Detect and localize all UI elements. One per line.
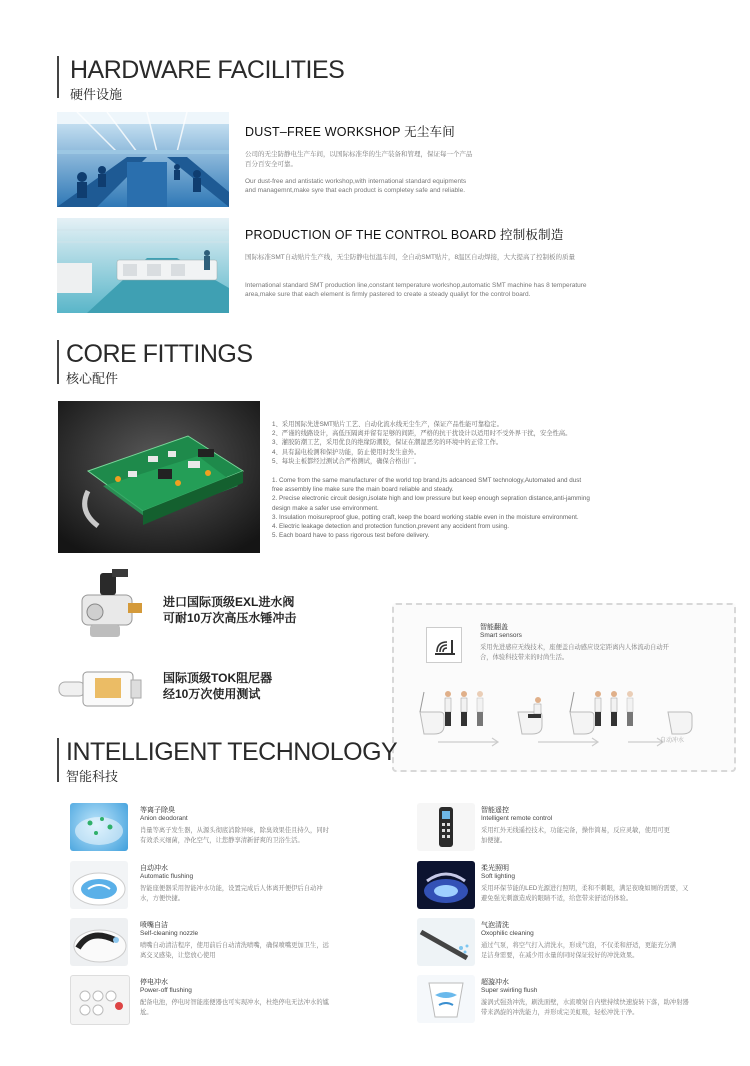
core-list-en — [272, 476, 590, 540]
oxophilic-cleaning-image — [417, 918, 475, 966]
core-en-item: design make a safer use environment. — [272, 504, 379, 512]
dust-free-desc-cn: 公司的无尘防静电生产车间，以国际标准华的生产装备和管理，保证每一个产品百分百安全可靠。 — [245, 151, 473, 168]
sensor-wave-icon — [426, 627, 462, 663]
control-board-production-photo — [57, 218, 229, 313]
core-en-item: 5. Each board have to pass rigorous test before delivery. — [272, 532, 430, 540]
control-board-desc-cn: 国际标准SMT自动贴片生产线，无尘防静电恒温车间，全自动SMT贴片，8温区自动焊接，大大提高了控制板的质量 — [245, 254, 576, 261]
circuit-board-image — [58, 401, 260, 553]
valve-text — [163, 594, 296, 626]
damper-text — [163, 670, 272, 702]
lighting-title-en: Soft lighting — [481, 873, 515, 880]
valve-line-1: 进口国际顶级EXL进水阀 — [163, 595, 295, 609]
power-off-title-cn: 停电冲水 — [140, 979, 168, 986]
self-cleaning-nozzle-image — [70, 918, 128, 966]
core-cn-item: 3、灌胶防潮工艺，采用优良的绝缘防潮胶，保证在潮湿恶劣的环境中的正常工作。 — [272, 439, 503, 447]
sensor-arrow-label: 自动冲水 — [660, 738, 685, 744]
control-board-desc-en: International standard SMT production line,constant temperature workshop,automatic SMT machine has 8 temperature area,make sure that each element is firmly pastered to create a steady qualiyt for the control board. — [245, 282, 587, 298]
dust-free-workshop-photo — [57, 112, 229, 207]
swirl-title-en: Super swirling flush — [481, 987, 538, 994]
nozzle-title-cn: 喷嘴自洁 — [140, 922, 168, 929]
power-off-flushing-image — [70, 975, 130, 1025]
core-cn-item: 2、严谨的线路设计，高低压隔离并留有足够的间距，严格的抗干扰设计以适用时不受外界干扰，安全性高。 — [272, 430, 572, 438]
super-swirling-flush-image — [417, 975, 475, 1023]
remote-title-en: Intelligent remote control — [481, 815, 553, 822]
anion-desc: 肖量等离子发生器，从源头彻底消除异味，除臭效果佳且持久，同时有效杀灭细菌，净化空气，让您静享清新舒爽的卫浴生活。 — [140, 827, 329, 844]
sensor-title-en: Smart sensors — [480, 632, 522, 639]
auto-flush-desc: 智能座便器采用智能冲水功能，设置完成后人体离开便伊后自动冲水，方便快捷。 — [140, 885, 323, 902]
remote-title-cn: 智能遥控 — [481, 807, 509, 814]
core-en-item: 2. Precise electronic circuit design,isolate high and low pressure but keep enough sepration distance,anti-jamming — [272, 495, 590, 503]
soft-lighting-image — [417, 861, 475, 909]
hardware-title: HARDWARE FACILITIES — [70, 56, 345, 84]
lighting-desc: 采用环保节能的LED光源进行照明，柔和不刺眼，满足夜晚如厕的需要，又避免强光刺激造成的眼睛不适，给您带来舒适的体验。 — [481, 885, 689, 902]
power-off-title-en: Power-off flushing — [140, 987, 192, 994]
core-en-item: 4. Electric leakage detection and protection function,prevent any accident from using. — [272, 523, 509, 531]
core-en-item: 3. Insulation moisureproof glue, potting craft, keep the board working stable even in the moisture environment. — [272, 513, 579, 521]
swirl-title-cn: 超漩冲水 — [481, 979, 509, 986]
water-valve-image — [70, 567, 150, 642]
auto-flush-title-en: Automatic flushing — [140, 873, 194, 880]
core-title: CORE FITTINGS — [66, 340, 253, 368]
lighting-title-cn: 柔光照明 — [481, 865, 509, 872]
core-en-item: 1. Come from the same manufacturer of the world top brand,its adcanced SMT technology,Automated and dust — [272, 477, 582, 484]
auto-flush-title-cn: 自动冲水 — [140, 865, 168, 872]
sensor-desc: 采用先进感应无线技术，座便盖自动感应设定距离内人体流动自动开合，体验科技带来的时尚生活。 — [480, 644, 669, 661]
hardware-subtitle: 硬件设施 — [70, 87, 123, 102]
hardware-section-bar — [57, 56, 59, 98]
anion-title-en: Anion deodorant — [140, 815, 188, 822]
anion-title-cn: 等离子除臭 — [140, 807, 175, 814]
dust-free-desc-en: Our dust-free and antistatic workshop,with international standard equipments and managemnt,make syre that each product is completey safe and reliable. — [245, 178, 467, 194]
oxophilic-title-cn: 气泡清洗 — [481, 922, 509, 929]
intelligent-subtitle: 智能科技 — [66, 769, 119, 784]
core-cn-item: 1、采用国际先进SMT贴片工艺、自动化流水线无尘生产，保证产品性能可靠稳定。 — [272, 421, 503, 428]
oxophilic-desc: 通过气泵，将空气打入清洗水，形成气泡，不仅柔和舒适，更能充分满足洁身需要，在减少用水量的同时保证较好的冲洗效果。 — [481, 942, 677, 959]
swirl-desc: 漩涡式强劲冲洗，刷洗面壁，水流喷射自内壁持续快速旋转下落，助冲射器带来涡旋的冲洗能力，并形成完美虹吸，轻松冲洗干净。 — [481, 999, 689, 1016]
core-section-bar — [57, 340, 59, 384]
dust-free-heading: DUST–FREE WORKSHOP 无尘车间 — [245, 125, 455, 139]
control-board-heading: PRODUCTION OF THE CONTROL BOARD 控制板制造 — [245, 228, 564, 242]
nozzle-desc: 喷嘴自动清洁程序，使用前后自动清洗喷嘴，确保喷嘴更加卫生，远离交叉感染，让您放心使用 — [140, 942, 329, 959]
core-list-cn — [272, 420, 571, 466]
power-off-desc: 配备电池，停电时智能座便器也可实现冲水，杜绝停电无法冲水的尴尬。 — [140, 999, 329, 1016]
valve-line-2: 可耐10万次高压水锤冲击 — [163, 611, 297, 625]
core-en-item: free assembly line make sure the main board reliable and steady. — [272, 486, 454, 494]
automatic-flushing-image — [70, 861, 128, 909]
anion-deodorant-image — [70, 803, 128, 851]
nozzle-title-en: Self-cleaning nozzle — [140, 930, 199, 937]
intelligent-title: INTELLIGENT TECHNOLOGY — [66, 738, 398, 766]
remote-control-image — [417, 803, 475, 851]
remote-desc: 采用红外无线遥控技术，功能完备，操作简易，反应灵敏，使用可更加便捷。 — [481, 827, 670, 844]
core-subtitle: 核心配件 — [66, 371, 119, 386]
damper-line-2: 经10万次使用测试 — [163, 687, 261, 701]
damper-image — [55, 662, 145, 717]
damper-line-1: 国际顶级TOK阻尼器 — [163, 671, 273, 685]
core-cn-item: 4、具有漏电检测和保护功能，防止使用时发生意外。 — [272, 448, 421, 456]
oxophilic-title-en: Oxophilic cleaning — [481, 930, 534, 937]
core-cn-item: 5、每块主板都经过测试合严格测试，确保合格出厂。 — [272, 457, 421, 465]
sensor-title-cn: 智能翻盖 — [480, 624, 508, 631]
intelligent-section-bar — [57, 738, 59, 782]
